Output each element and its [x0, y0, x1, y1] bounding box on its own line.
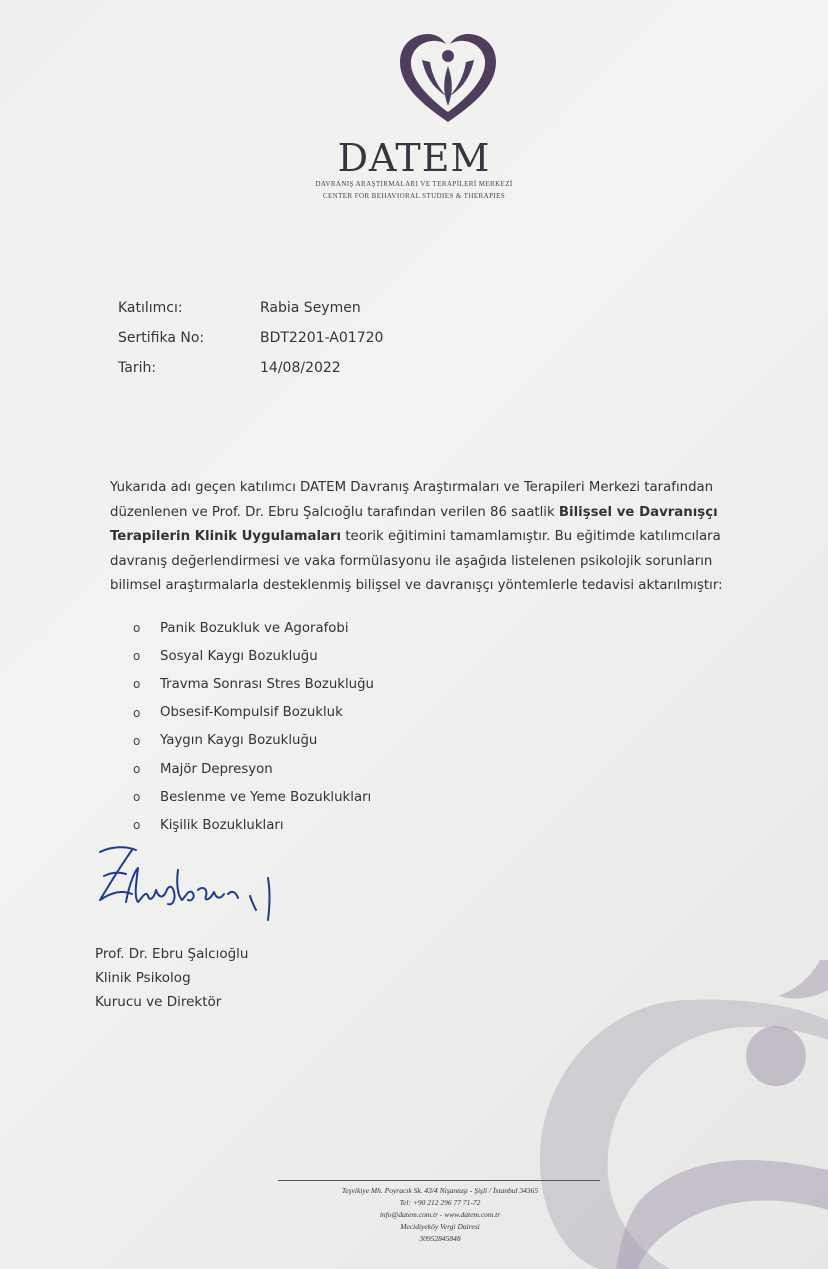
footer-divider [278, 1180, 600, 1181]
bullet-icon: o [133, 705, 141, 720]
footer-contact: info@datem.com.tr - www.datem.com.tr [379, 1210, 501, 1219]
signatory-title: Klinik Psikolog [95, 970, 191, 986]
course-name: Bilişsel ve Davranışçı Terapilerin Klinik Uygulamaları [110, 504, 718, 545]
list-item-label: Majör Depresyon [160, 761, 273, 777]
list-item [133, 670, 374, 698]
participant-label: Katılımcı: [118, 300, 183, 316]
list-item [133, 783, 374, 811]
signatory-name: Prof. Dr. Ebru Şalcıoğlu [95, 946, 249, 962]
list-item-label: Yaygın Kaygı Bozukluğu [160, 733, 318, 749]
topic-list [133, 614, 374, 840]
date-value: 14/08/2022 [260, 360, 341, 376]
certificate-value: BDT2201-A01720 [260, 330, 384, 346]
bullet-icon: o [133, 733, 141, 748]
list-item-label: Kişilik Bozuklukları [160, 817, 284, 833]
signature-icon [92, 840, 292, 930]
signatory-role: Kurucu ve Direktör [95, 994, 222, 1010]
heart-person-logo-icon [392, 30, 504, 126]
list-item-label: Travma Sonrası Stres Bozukluğu [160, 676, 374, 692]
bullet-icon: o [133, 677, 141, 692]
bullet-icon: o [133, 818, 141, 833]
body-paragraph [110, 476, 758, 599]
list-item [133, 811, 374, 839]
list-item-label: Beslenme ve Yeme Bozuklukları [160, 789, 372, 805]
footer-tax-office: Mecidiyeköy Vergi Dairesi [400, 1222, 480, 1231]
brand-subtitle-en: CENTER FOR BEHAVIORAL STUDIES & THERAPIES [322, 192, 506, 200]
brand-name: DATEM [337, 136, 491, 180]
list-item [133, 642, 374, 670]
participant-value: Rabia Seymen [260, 300, 361, 316]
list-item [133, 755, 374, 783]
bullet-icon: o [133, 649, 141, 664]
list-item [133, 699, 374, 727]
footer-phone: Tel: +90 212 296 77 71-72 [399, 1198, 481, 1207]
list-item [133, 614, 374, 642]
footer-address: Teşvikiye Mh. Poyracık Sk. 43/4 Nişantaşı - Şişli / İstanbul 34365 [341, 1186, 539, 1195]
bullet-icon: o [133, 621, 141, 636]
paragraph-text-end: teorik eğitimini tamamlamıştır. Bu eğitimde katılımcılara davranış değerlendirmesi ve vaka formülasyonu ile aşağıda listelenen psikolojik sorunların bilimsel araştırmalarla desteklenmiş bilişsel ve davranışçı yöntemlerle tedavisi aktarılmıştır: [110, 529, 723, 594]
paragraph-text-start: Yukarıda adı geçen katılımcı DATEM Davranış Araştırmaları ve Terapileri Merkezi tarafından düzenlenen ve Prof. Dr. Ebru Şalcıoğlu tarafından verilen 86 saatlik [110, 480, 714, 520]
brand-subtitle-tr: DAVRANIŞ ARAŞTIRMALARI VE TERAPİLERİ MERKEZİ [315, 180, 513, 188]
date-label: Tarih: [118, 360, 157, 376]
list-item-label: Obsesif-Kompulsif Bozukluk [160, 705, 343, 721]
footer-tax-number: 3095284584​8 [419, 1234, 461, 1243]
list-item-label: Sosyal Kaygı Bozukluğu [160, 648, 318, 664]
certificate-label: Sertifika No: [118, 330, 205, 346]
list-item [133, 727, 374, 755]
bullet-icon: o [133, 762, 141, 777]
list-item-label: Panik Bozukluk ve Agorafobi [160, 620, 349, 636]
bullet-icon: o [133, 790, 141, 805]
